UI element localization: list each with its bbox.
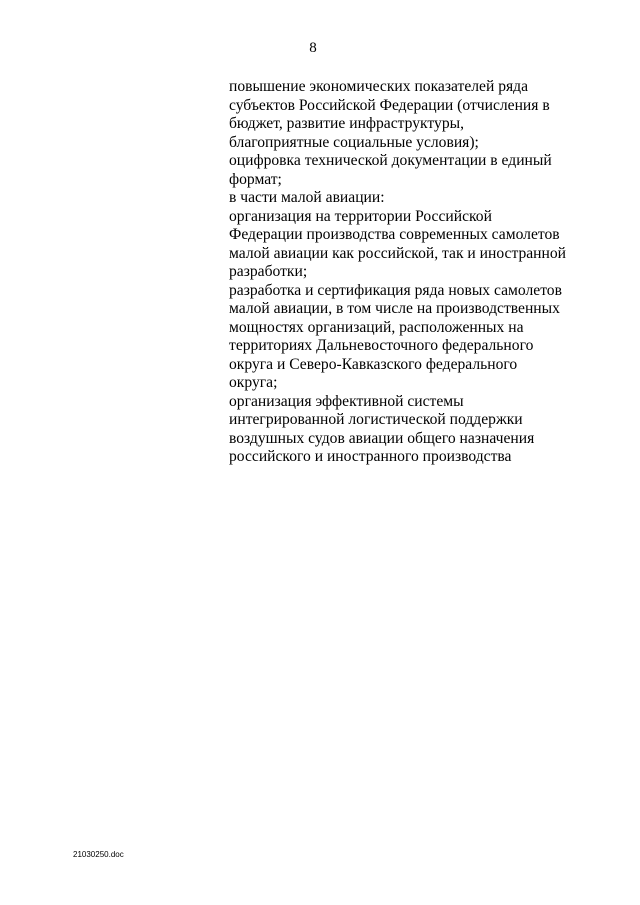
text-line: округа и Северо-Кавказского федерального [229, 355, 518, 373]
text-line: благоприятные социальные условия); [229, 133, 479, 151]
text-line: округа; [229, 374, 278, 391]
text-line: малой авиации как российской, так и иностранной [229, 244, 567, 262]
text-line: бюджет, развитие инфраструктуры, [229, 115, 464, 132]
body-text [229, 78, 574, 467]
document-file-code: 21030250.doc [73, 850, 124, 859]
text-line: разработки; [229, 263, 308, 280]
text-line: воздушных судов авиации общего назначения [229, 429, 535, 447]
text-line: повышение экономических показателей ряда [229, 78, 529, 95]
text-line: мощностях организаций, расположенных на [229, 318, 524, 336]
text-line: формат; [229, 170, 282, 188]
text-line: субъектов Российской Федерации (отчисления в [229, 96, 550, 114]
text-line: разработка и сертификация ряда новых самолетов [229, 281, 562, 299]
text-line: организация на территории Российской [229, 207, 492, 225]
text-line: Федерации производства современных самолетов [229, 226, 560, 243]
text-line: оцифровка технической документации в единый [229, 152, 552, 169]
text-line: малой авиации, в том числе на производственных [229, 300, 560, 317]
text-line: российского и иностранного производства [229, 448, 512, 465]
text-line: в части малой авиации: [229, 189, 385, 206]
text-line: территориях Дальневосточного федерального [229, 337, 534, 354]
page-number: 8 [309, 40, 317, 56]
text-line: интегрированной логистической поддержки [229, 411, 523, 428]
text-line: организация эффективной системы [229, 392, 464, 410]
